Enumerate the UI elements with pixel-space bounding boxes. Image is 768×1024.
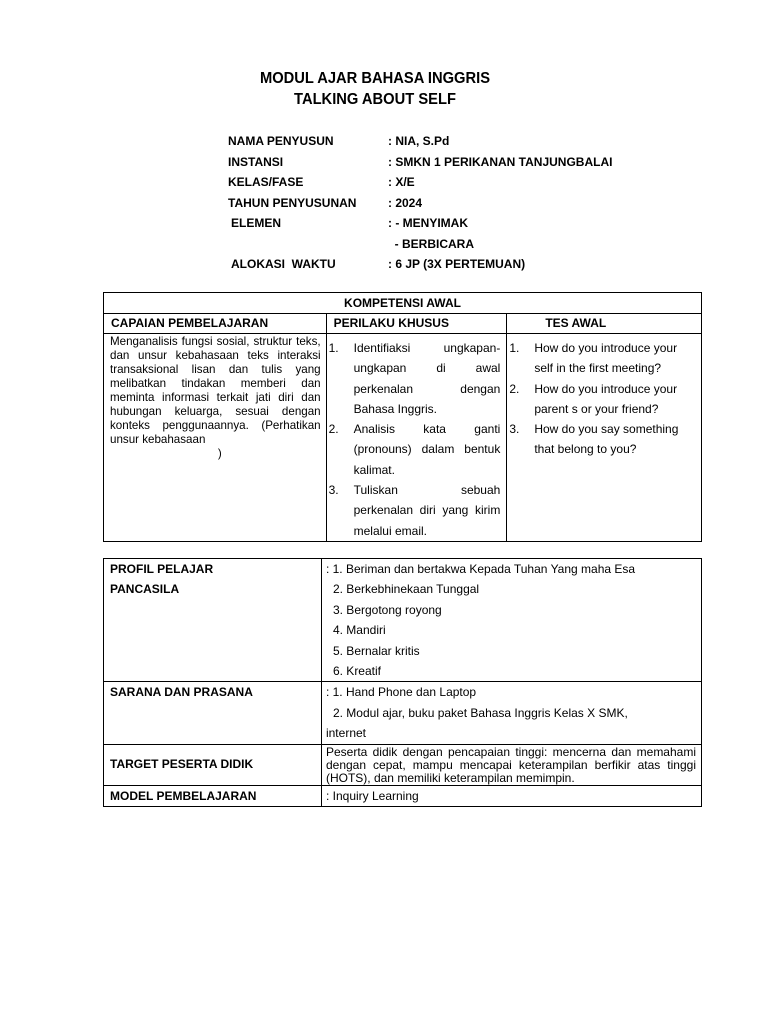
list-item: 2. Analisis kata ganti (pronouns) dalam bentuk kalimat.: [328, 422, 501, 477]
info-value: - BERBICARA: [388, 236, 474, 251]
info-key: NAMA PENYUSUN: [228, 134, 334, 148]
capaian-header: CAPAIAN PEMBELAJARAN: [104, 314, 327, 334]
document-title: MODUL AJAR BAHASA INGGRIS: [259, 70, 491, 87]
info-value: : 6 JP (3X PERTEMUAN): [388, 257, 526, 271]
info-key: ALOKASI WAKTU: [231, 257, 336, 271]
target-value: [321, 744, 701, 785]
target-label: TARGET PESERTA DIDIK: [104, 744, 322, 785]
tes-awal-cell: [507, 334, 702, 542]
profil-value: [321, 559, 701, 682]
info-value: : X/E: [388, 175, 415, 189]
sarana-value: [321, 682, 701, 744]
list-item: 3. How do you say something that belong to you?: [509, 422, 679, 457]
list-item: 2. Berkebhinekaan Tunggal: [332, 582, 480, 597]
perilaku-header: PERILAKU KHUSUS: [326, 314, 507, 334]
target-text: Peserta didik dengan pencapaian tinggi: mencerna dan memahami dengan cepat, mampu mencapai keterampilan berfikir atas tinggi (HOTS), dan memiliki keterampilan memimpin.: [325, 744, 696, 785]
list-item: 2. Modul ajar, buku paket Bahasa Inggris Kelas X SMK,: [332, 705, 628, 720]
capaian-text: Menganalisis fungsi sosial, struktur teks, dan unsur kebahasaan teks interaksi transaksional lisan dan tulis yang melibatkan tindakan memberi dan meminta informasi terkait jati diri dan hubungan keluarga, sesuai dengan konteks penggunaannya. (Perhatikan unsur kebahasaan: [110, 335, 321, 446]
info-key: KELAS/FASE: [228, 175, 304, 189]
info-value: : - MENYIMAK: [388, 216, 468, 230]
model-label: MODEL PEMBELAJARAN: [104, 785, 322, 806]
list-item: : 1. Hand Phone dan Laptop: [325, 685, 477, 700]
info-key: TAHUN PENYUSUNAN: [228, 195, 357, 210]
list-item: 6. Kreatif: [332, 663, 381, 678]
capaian-cell: [104, 334, 327, 542]
document-subtitle: TALKING ABOUT SELF: [294, 91, 456, 108]
info-key: INSTANSI: [228, 154, 284, 169]
capaian-close-paren: ): [217, 447, 222, 460]
kompetensi-awal-table: [103, 292, 702, 542]
perilaku-cell: [326, 334, 507, 542]
info-value: : 2024: [388, 195, 423, 210]
sarana-label: SARANA DAN PRASANA: [104, 682, 322, 744]
list-item: 2. How do you introduce your parent s or your friend?: [509, 381, 678, 416]
list-item: 5. Bernalar kritis: [332, 643, 420, 658]
info-value: : NIA, S.Pd: [388, 134, 450, 148]
list-item: 1. How do you introduce your self in the first meeting?: [509, 341, 678, 376]
list-item: 3. Tuliskan sebuah perkenalan diri yang kirim melalui email.: [328, 483, 501, 538]
list-item: internet: [325, 726, 366, 741]
profil-table: [103, 558, 702, 807]
list-item: 3. Bergotong royong: [332, 602, 442, 617]
list-item: 4. Mandiri: [332, 623, 386, 638]
perilaku-list: [327, 334, 507, 541]
tes-awal-list: [507, 334, 701, 460]
info-value: : SMKN 1 PERIKANAN TANJUNGBALAI: [388, 154, 613, 169]
tes-awal-header: TES AWAL: [507, 314, 702, 334]
info-key: ELEMEN: [231, 216, 282, 230]
model-value: : Inquiry Learning: [321, 785, 701, 806]
list-item: : 1. Beriman dan bertakwa Kepada Tuhan Yang maha Esa: [325, 562, 636, 576]
list-item: 1. Identifiaksi ungkapan-ungkapan di awal perkenalan dengan Bahasa Inggris.: [328, 341, 501, 416]
profil-label: PROFIL PELAJAR PANCASILA: [104, 559, 322, 682]
kompetensi-header: KOMPETENSI AWAL: [104, 293, 702, 314]
